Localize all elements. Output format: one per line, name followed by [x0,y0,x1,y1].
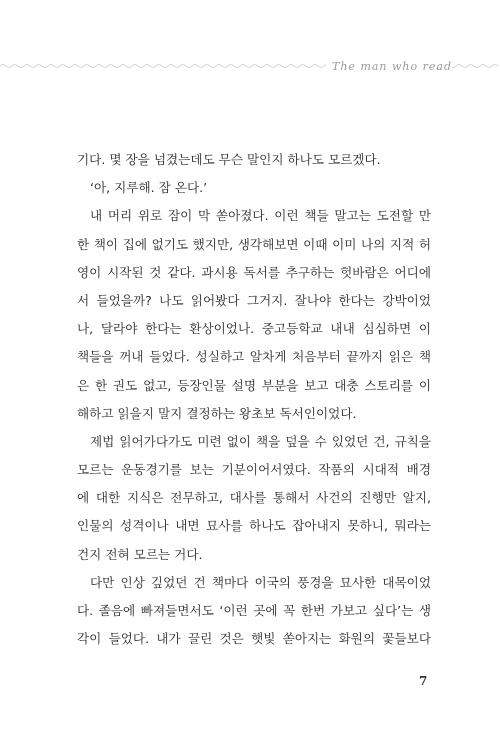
text-line: 다. 졸음에 빠져들면서도 ‘이런 곳에 꼭 한번 가보고 싶다’는 생 [77,603,431,618]
text-line: 내 머리 위로 잠이 막 쏟아졌다. 이런 책들 말고는 도전할 만 [90,208,431,224]
text-line: 기다. 몇 장을 넘겼는데도 무슨 말인지 하나도 모르겠다. [77,152,381,167]
text-line: 책들을 꺼내 들었다. 성실하고 알차게 처음부터 끝까지 읽은 책 [77,349,431,365]
text-line: 인물의 성격이나 내면 묘사를 하나도 잡아내지 못하니, 뭐라는 [77,518,431,534]
text-line: 에 대한 지식은 전무하고, 대사를 통해서 사건의 진행만 알지, [77,490,431,506]
text-line: ‘아, 지루해. 잠 온다.’ [90,180,208,196]
text-line: 모르는 운동경기를 보는 기분이어서였다. 작품의 시대적 배경 [77,462,431,478]
text-line: 건지 전혀 모르는 거다. [77,546,203,562]
page-number: 7 [419,674,428,688]
text-line: 은 한 권도 없고, 등장인물 설명 부분을 보고 대충 스토리를 이 [77,377,431,393]
text-line: 제법 읽어가다가도 미련 없이 책을 덮을 수 있었던 건, 규칙을 [90,433,431,449]
text-line: 영이 시작된 것 같다. 과시용 독서를 추구하는 헛바람은 어디에 [77,264,431,280]
body-text [77,146,431,653]
text-line: 해하고 읽을지 말지 결정하는 왕초보 독서인이었다. [77,405,357,421]
running-header-title: The man who read [326,60,452,73]
text-line: 다만 인상 깊었던 건 책마다 이국의 풍경을 묘사한 대목이었 [90,574,431,590]
text-line: 서 들었을까? 나도 읽어봤다 그거지. 잘나야 한다는 강박이었 [77,292,431,308]
text-line: 각이 들었다. 내가 끌린 것은 햇빛 쏟아지는 화원의 꽃들보다 [77,631,431,647]
text-line: 나, 달라야 한다는 환상이었나. 중고등학교 내내 심심하면 이 [77,321,431,337]
text-line: 한 책이 집에 없기도 했지만, 생각해보면 이때 이미 나의 지적 허 [77,236,431,252]
